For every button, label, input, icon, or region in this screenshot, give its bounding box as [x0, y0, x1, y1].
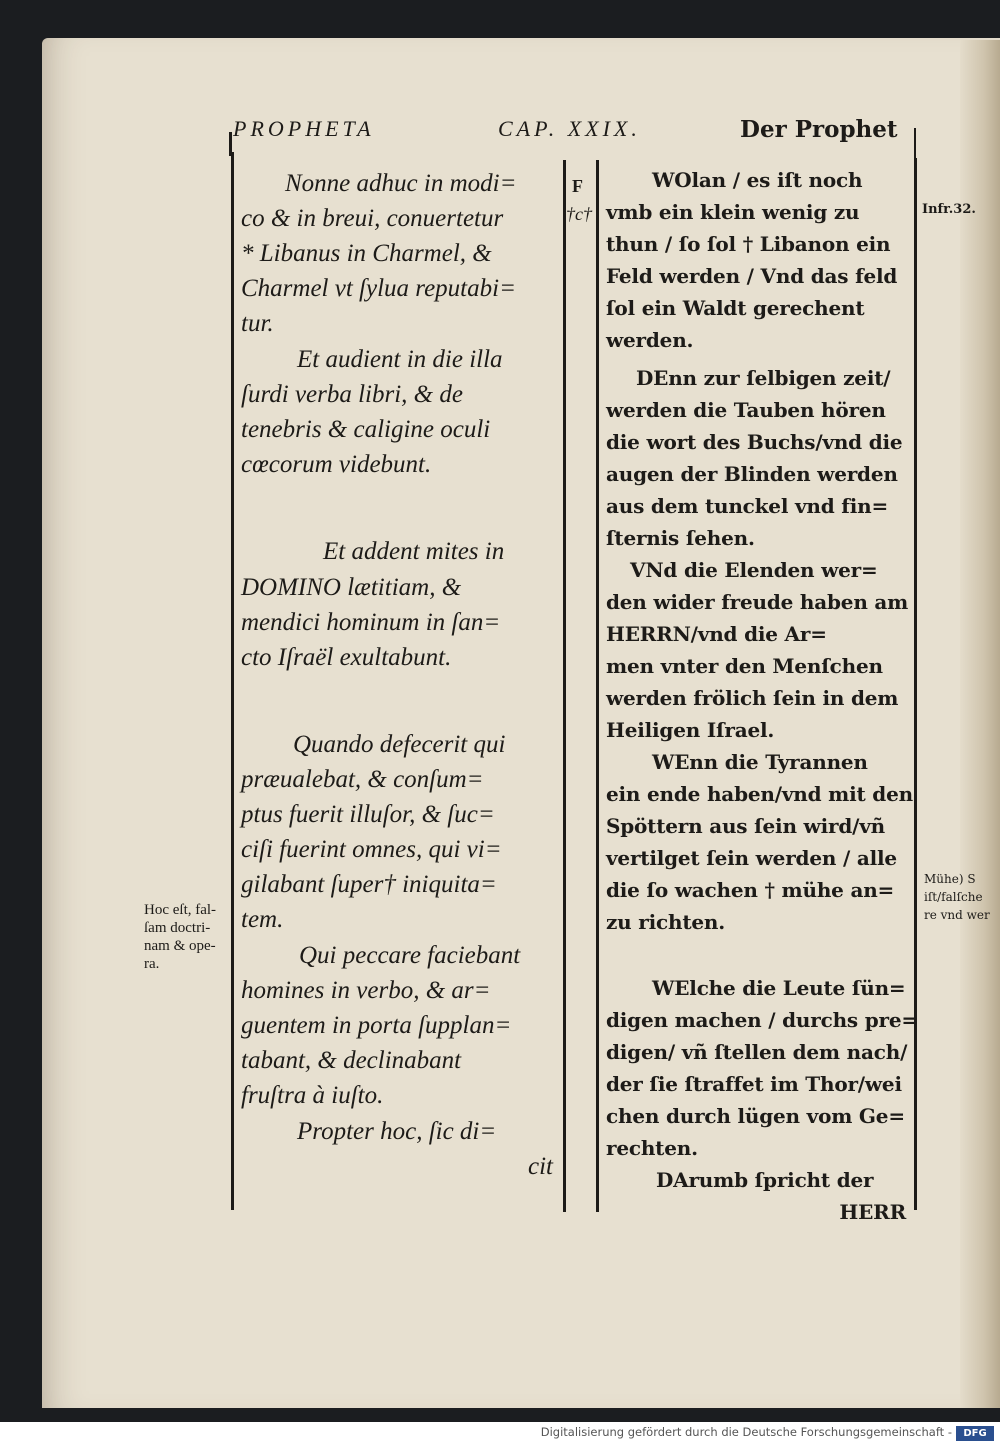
german-line: VNd die Elenden wer=: [630, 558, 878, 582]
german-line: die wort des Buchs/vnd die: [606, 430, 903, 454]
german-line: men vnter den Menſchen: [606, 654, 883, 678]
latin-line: mendici hominum in ſan=: [241, 609, 501, 636]
german-line: HERR: [839, 1200, 906, 1224]
column-rule-3: [596, 160, 599, 1212]
latin-line: Et addent mites in: [323, 538, 505, 565]
german-line: werden.: [606, 328, 694, 352]
margin-note-left-line: Hoc eſt, fal-: [144, 902, 217, 918]
german-line: vertilget ſein werden / alle: [606, 846, 897, 870]
center-mark-f: F: [572, 176, 583, 196]
german-line: DEnn zur ſelbigen zeit/: [636, 366, 891, 390]
german-line: werden die Tauben hören: [606, 398, 886, 422]
latin-line: Propter hoc, ſic di=: [297, 1118, 497, 1145]
column-rule-1: [231, 152, 234, 1210]
running-head-right: Der Prophet: [740, 116, 898, 143]
footer-bar: [0, 1422, 1000, 1445]
german-line: zu richten.: [606, 910, 725, 934]
german-line: WOlan / es iſt noch: [652, 168, 863, 192]
german-line: DArumb ſpricht der: [656, 1168, 874, 1192]
german-line: WElche die Leute ſün=: [652, 976, 906, 1000]
latin-line: Charmel vt ſylua reputabi=: [241, 275, 516, 302]
latin-line: præualebat, & conſum=: [241, 766, 484, 793]
german-line: digen/ vñ ſtellen dem nach/: [606, 1040, 908, 1064]
latin-line: fruſtra à iuſto.: [241, 1082, 384, 1109]
german-line: vmb ein klein wenig zu: [606, 200, 860, 224]
german-line: den wider freude haben am: [606, 590, 909, 614]
latin-line: Nonne adhuc in modi=: [285, 170, 517, 197]
latin-line: tur.: [241, 310, 274, 337]
latin-line: * Libanus in Charmel, &: [241, 240, 492, 267]
german-line: digen machen / durchs pre=: [606, 1008, 918, 1032]
margin-note-right-line: Mühe) S: [924, 872, 976, 886]
margin-note-left-line: ra.: [144, 956, 160, 972]
latin-line: cœcorum videbunt.: [241, 451, 432, 478]
latin-line: ſurdi verba libri, & de: [241, 381, 463, 408]
german-column: [606, 160, 918, 1224]
column-rule-4: [914, 158, 917, 1210]
center-mark-dagger-c: †c†: [566, 204, 592, 224]
german-line: Feld werden / Vnd das feld: [606, 264, 898, 288]
german-line: ein ende haben/vnd mit den: [606, 782, 913, 806]
latin-line: co & in breui, conuertetur: [241, 205, 504, 232]
latin-line: Qui peccare faciebant: [299, 942, 521, 969]
german-line: werden frölich ſein in dem: [606, 686, 899, 710]
latin-line: ptus fuerit illuſor, & ſuc=: [241, 801, 495, 828]
footer-credit: Digitalisierung gefördert durch die Deutsche Forschungsgemeinschaft -: [540, 1425, 952, 1439]
latin-line: DOMINO lætitiam, &: [241, 574, 462, 601]
latin-line: ciſi fuerint omnes, qui vi=: [241, 836, 502, 863]
german-line: die ſo wachen † mühe an=: [606, 878, 895, 902]
latin-line: gilabant ſuper† iniquita=: [241, 871, 497, 898]
german-line: ſol ein Waldt gerechent: [606, 296, 865, 320]
page-edge: [960, 40, 1000, 1408]
german-line: rechten.: [606, 1136, 698, 1160]
german-line: HERRN/vnd die Ar=: [606, 622, 827, 646]
latin-line: cto Iſraël exultabunt.: [241, 644, 452, 671]
margin-note-right-ref: Infr.32.: [922, 202, 976, 217]
latin-line: homines in verbo, & ar=: [241, 977, 491, 1004]
running-head-left: PROPHETA: [233, 116, 375, 141]
german-line: chen durch lügen vom Ge=: [606, 1104, 905, 1128]
german-line: aus dem tunckel vnd fin=: [606, 494, 889, 518]
german-line: Spöttern aus ſein wird/vñ: [606, 814, 885, 838]
german-line: der ſie ſtraffet im Thor/wei: [606, 1072, 902, 1096]
margin-note-right-line: iſt/falſche: [924, 890, 983, 904]
chapter-heading: CAP. XXIX.: [498, 116, 641, 141]
german-line: Heiligen Iſrael.: [606, 718, 775, 742]
latin-column: [241, 160, 553, 1220]
german-line: augen der Blinden werden: [606, 462, 898, 486]
header-rule-right: [914, 128, 916, 160]
latin-line: tenebris & caligine oculi: [241, 416, 491, 443]
margin-note-left-line: nam & ope-: [144, 938, 216, 954]
margin-note-left-line: ſam doctri-: [144, 920, 211, 936]
latin-line: tabant, & declinabant: [241, 1047, 462, 1074]
dfg-logo: DFG: [956, 1426, 994, 1441]
german-line: ſternis ſehen.: [606, 526, 755, 550]
latin-line: cit: [528, 1153, 553, 1180]
column-rule-2: [563, 160, 566, 1212]
german-line: WEnn die Tyrannen: [652, 750, 868, 774]
latin-line: Et audient in die illa: [297, 346, 503, 373]
latin-line: Quando defecerit qui: [293, 731, 506, 758]
latin-line: tem.: [241, 906, 284, 933]
latin-line: guentem in porta ſupplan=: [241, 1012, 512, 1039]
margin-note-right-line: re vnd wer: [924, 908, 990, 922]
german-line: thun / ſo ſol † Libanon ein: [606, 232, 891, 256]
